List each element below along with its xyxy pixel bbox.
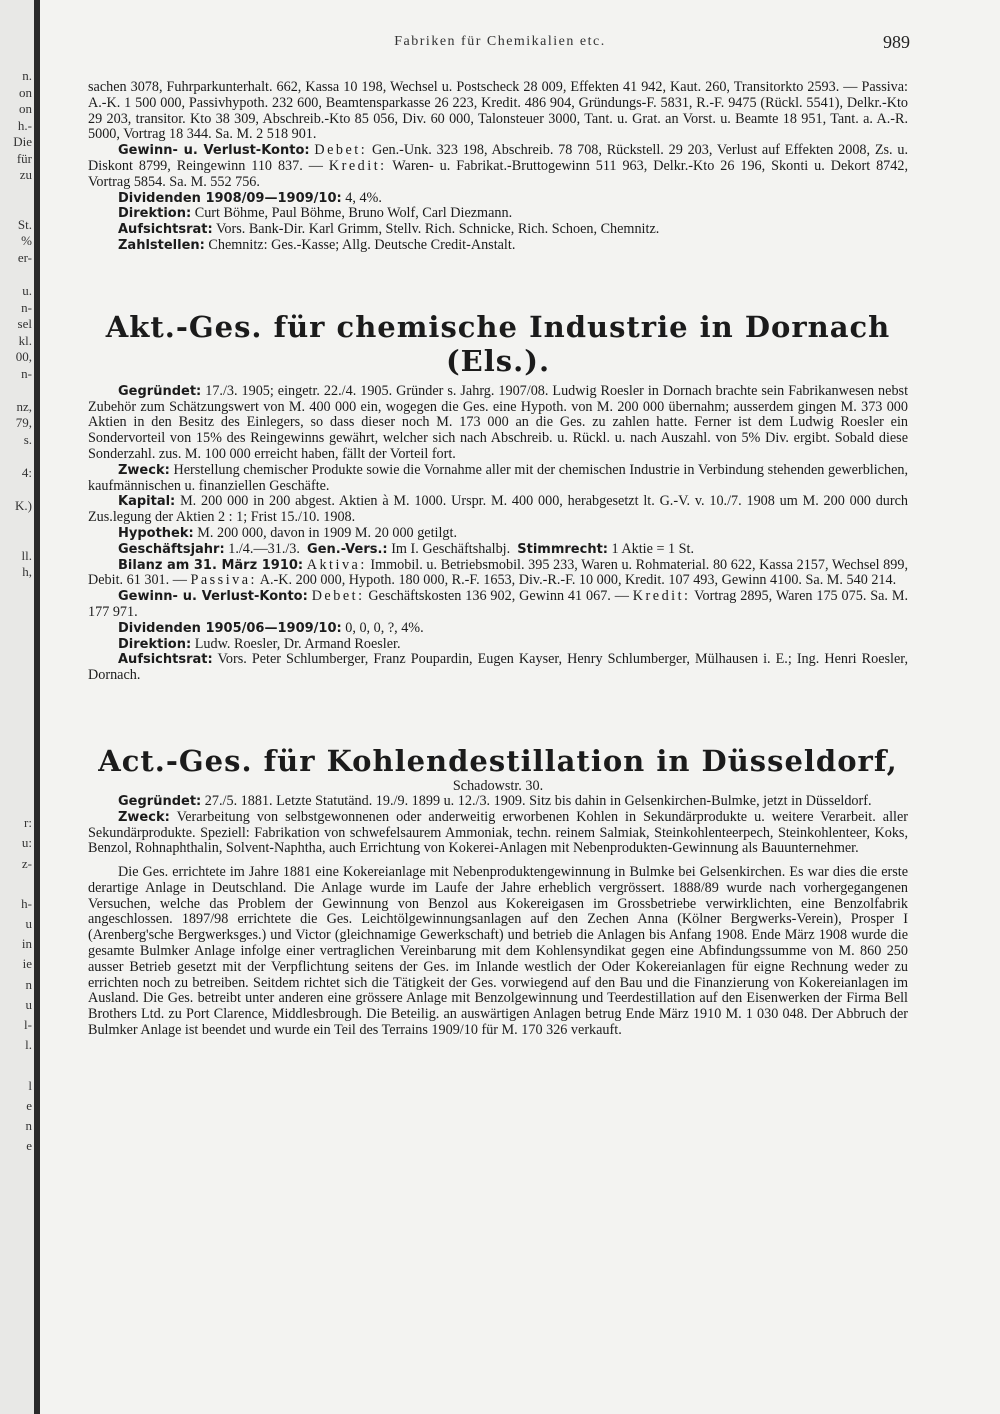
gutter-fragment: h, xyxy=(22,564,32,580)
debit-label: Debet: xyxy=(311,588,365,605)
gutter-fragment: on xyxy=(19,101,32,117)
label: Dividenden 1905/06—1909/10: xyxy=(118,620,342,636)
gutter-fragment: s. xyxy=(23,431,32,447)
text: 0, 0, 0, ?, 4%. xyxy=(345,619,424,636)
gutter-fragment: n xyxy=(25,976,32,992)
text: M. 200 000 in 200 abgest. Aktien à M. 1000. Urspr. M. 400 000, herabgesetzt lt. G.-V. v. 10./7. 1908 um M. 200 000 durch Zus.legung der Aktien 2 : 1; Frist 15./10. 1908. xyxy=(88,493,909,526)
purpose xyxy=(88,463,908,495)
text: 1./4.—31./3. xyxy=(228,540,300,557)
gutter-fragment: ll. xyxy=(21,547,32,563)
gutter-fragment: 79, xyxy=(15,415,32,431)
gutter-fragment: l xyxy=(28,1077,32,1093)
gutter-fragment: nz, xyxy=(16,398,32,414)
gutter-fragment: l- xyxy=(24,1017,32,1033)
company-history: Die Ges. errichtete im Jahre 1881 eine Kokereianlage mit Nebenproduktengewinnung in Bulmke bei Gelsenkirchen. Es war dies die erste derartige Anlage in Deutschland. Die Anlage wurde im Laufe der Jahre erheblich vergrössert. 1888/89 wurde nach vorhergegangenen Versuchen, welche das Problem der Gewinnung von Benzol aus Kokereigasen im Grossbetriebe verwirklichten, eine Benzolfabrik angeschlossen. 1897/98 errichtete die Ges. Leichtölgewinnungsanlagen auf den Zechen Anna (Kölner Bergwerks-Verein), Prosper I (Arenberg'sche Bergwerksges.) und Victor (gleichnamige Gewerkschaft) und betrieb die Anlagen bis Anfang 1908. Ende März 1908 wurde die gesamte Bulmker Anlage infolge einer vertraglichen Vereinbarung mit dem Kohlensyndikat gegen eine Abfindungssumme von M. 860 250 ausser Betrieb gesetzt mit der Verpflichtung seitens der Ges. im Inlande westlich der Oder Kokereianlagen für eigne Rechnung weder zu errichten noch zu betreiben. Seitdem richtet sich die Tätigkeit der Ges. vorwiegend auf den Bau und die Finanzierung von Kokereianlagen im Ausland. Die Ges. betreibt unter anderen eine grössere Anlage mit Benzolgewinnung und Teerdestillation auf den Eisenwerken der Firma Bell Brothers Ltd. zu Port Clarence, Middlesbrough. Die Beteilig. an auswärtigen Anlagen betrug Ende März 1910 M. 1 030 048. Der Abbruch der Bulmker Anlage ist beendet und wurde ein Teil des Terrains 1909/10 für M. 170 326 verkauft. xyxy=(88,864,908,1039)
credit-label: Kredit: xyxy=(328,157,387,174)
gutter-fragment: Die xyxy=(13,134,32,150)
label: Gegründet: xyxy=(118,383,202,399)
capital xyxy=(88,494,908,526)
text: M. 200 000, davon in 1909 M. 20 000 getilgt. xyxy=(197,524,457,541)
gutter-fragment: n. xyxy=(22,68,32,83)
text: 17./3. 1905; eingetr. 22./4. 1905. Gründer s. Jahrg. 1907/08. Ludwig Roesler in Dornach brachte sein Fabrikanwesen nebst Zubehör zum Schätzungswert von M. 400 000 ein, wogegen die Ges. eine Hypoth. von M. 200 000 übernahm; ausserdem gingen M. 373 000 Aktien in den Besitz des Einlegers, so dass dieser noch M. 173 000 an die Ges. zu zahlen hatte. Ferner ist dem Ludwig Roesler ein Sondervorteil von 15% des Reingewinns gewährt, welcher sich nach Abschreib. u. Rückl. u. nach Auszahl. von 5% Div. ergibt. Sobald diese Sonderzahl. zus. M. 100 000 erreicht haben, fällt der Vorteil fort. xyxy=(88,382,909,462)
text: Geschäftskosten 136 902, Gewinn 41 067. — xyxy=(368,588,629,605)
directors xyxy=(88,206,908,222)
text: Waren- u. Fabrikat.-Bruttogewinn 511 963, Delkr.-Kto 26 196, Skonti u. Dekort 8742, Vortrag 5854. Sa. M. 552 756. xyxy=(88,157,909,190)
gutter-fragment: ie xyxy=(22,956,32,972)
label: Zahlstellen: xyxy=(118,237,205,253)
text: Vors. Bank-Dir. Karl Grimm, Stellv. Rich. Schnicke, Rich. Schoen, Chemnitz. xyxy=(215,221,660,238)
text: Ludw. Roesler, Dr. Armand Roesler. xyxy=(194,635,401,652)
gutter-fragment: für xyxy=(16,150,32,166)
label: Direktion: xyxy=(118,636,192,652)
page-body xyxy=(88,80,908,1039)
gutter-fragment: z- xyxy=(21,855,32,871)
label: Aufsichtsrat: xyxy=(118,222,213,238)
text: Immobil. u. Betriebsmobil. 395 233, Waren u. Rohmaterial. 80 622, Kassa 2157, Wechsel 899, Debit. 61 301. — xyxy=(88,556,908,589)
founded xyxy=(88,384,908,463)
gutter-fragment: u. xyxy=(22,282,32,298)
gutter-fragment: K.) xyxy=(15,497,32,513)
binding-shadow xyxy=(34,0,40,1414)
label: Kapital: xyxy=(118,494,176,510)
gutter-fragment: e xyxy=(26,1138,32,1154)
supervisory-board xyxy=(88,222,908,238)
dividends xyxy=(88,621,908,637)
text: Herstellung chemischer Produkte sowie die Vornahme aller mit der chemischen Industrie in Verbindung stehenden gewerblichen, kaufmännischen u. finanziellen Geschäfte. xyxy=(88,461,909,494)
mortgage xyxy=(88,526,908,542)
liabilities-label: Passiva: xyxy=(190,572,257,589)
company-address: Schadowstr. 30. xyxy=(452,777,544,794)
label: Geschäftsjahr: xyxy=(118,541,225,557)
label: Gegründet: xyxy=(118,793,202,809)
gutter-fragment: h.- xyxy=(17,117,32,133)
label: Gewinn- u. Verlust-Konto: xyxy=(118,143,310,159)
purpose xyxy=(88,810,908,857)
page-number: 989 xyxy=(883,32,910,52)
page-header xyxy=(90,34,910,56)
gutter-fragment: u: xyxy=(21,835,32,851)
text: Im I. Geschäftshalbj. xyxy=(391,540,511,557)
gutter-fragment: zu xyxy=(19,167,32,183)
assets-label: Aktiva: xyxy=(306,556,367,573)
text: A.-K. 200 000, Hypoth. 180 000, R.-F. 1653, Div.-R.-F. 10 000, Kredit. 107 493, Gewinn 4100. Sa. M. 540 214. xyxy=(259,572,897,589)
gutter-fragment: on xyxy=(19,84,32,100)
label: Dividenden 1908/09—1909/10: xyxy=(118,190,342,206)
running-title: Fabriken für Chemikalien etc. xyxy=(394,34,606,49)
gutter-fragment: u xyxy=(25,996,32,1012)
text: Verarbeitung von selbstgewonnenen oder anderweitig erworbenen Kohlen in Sekundärprodukte u. weitere Verarbeit. aller Sekundärprodukte. Speziell: Fabrikation von schwefelsaurem Ammoniak, techn. reinem Salmiak, Steinkohlenteerpech, Steinkohlenteer, Koks, Benzol, Rohnaphthalin, Solvent-Naphtha, auch Errichtung von Kokerei-Anlagen mit Nebenprodukten-Gewinnung als Bauunternehmer. xyxy=(88,808,908,857)
gutter-fragment: 00, xyxy=(15,349,32,365)
label: Bilanz am 31. März 1910: xyxy=(118,557,304,573)
label: Hypothek: xyxy=(118,525,194,541)
label: Zweck: xyxy=(118,462,170,478)
text: Vors. Peter Schlumberger, Franz Poupardin, Eugen Kayser, Henry Schlumberger, Mülhausen i. E.; Ing. Henri Roesler, Dornach. xyxy=(88,651,908,684)
gutter-fragment: n- xyxy=(21,365,32,381)
gutter-fragment: h- xyxy=(21,895,32,911)
balance-sheet xyxy=(88,558,908,590)
label: Stimmrecht: xyxy=(517,541,608,557)
text: 27./5. 1881. Letzte Statutänd. 19./9. 1899 u. 12./3. 1909. Sitz bis dahin in Gelsenkirchen-Bulmke, jetzt in Düsseldorf. xyxy=(204,792,872,809)
company-heading-dornach: Akt.-Ges. für chemische Industrie in Dornach (Els.). xyxy=(105,309,891,378)
profit-loss-account xyxy=(88,143,908,190)
founded xyxy=(88,794,908,810)
text: 1 Aktie = 1 St. xyxy=(611,540,695,557)
gutter-fragment: sel xyxy=(17,316,32,332)
debit-label: Debet: xyxy=(314,142,368,159)
text: Curt Böhme, Paul Böhme, Bruno Wolf, Carl Diezmann. xyxy=(194,205,513,222)
gutter-fragment: 4: xyxy=(21,464,32,480)
label: Aufsichtsrat: xyxy=(118,652,213,668)
balance-continuation: sachen 3078, Fuhrparkunterhalt. 662, Kassa 10 198, Wechsel u. Postscheck 28 009, Effekten 41 942, Kaut. 260, Transitorkto 2593. — Passiva: A.-K. 1 500 000, Passivhypoth. 232 600, Beamtensparkasse 26 223, Kredit. 486 904, Gründungs-F. 5831, R.-F. 9475 (Rückl. 5541), Delkr.-Kto 29 203, transitor. Kto 38 309, Abschreib.-Kto 85 056, Div. 60 000, Talonsteuer 3000, Tant. u. Grat. an Vorst. u. Beamte 18 951, Tant. a. A.-R. 5000, Vortrag 18 344. Sa. M. 2 518 901. xyxy=(88,79,908,143)
paying-agents xyxy=(88,238,908,254)
gutter-fragment: n- xyxy=(21,299,32,315)
text: Gen.-Unk. 323 198, Abschreib. 78 708, Rückstell. 29 203, Verlust auf Effekten 2008, Zs. u. Diskont 8799, Reingewinn 110 837. — xyxy=(88,142,909,174)
credit-label: Kredit: xyxy=(632,588,691,605)
gutter-fragment: in xyxy=(21,936,32,952)
gutter-fragment: % xyxy=(21,233,32,249)
gutter-fragment: u xyxy=(25,916,32,932)
gutter-fragment: er- xyxy=(17,249,32,265)
gutter-fragment: St. xyxy=(17,216,32,232)
spacer xyxy=(88,254,908,310)
company-heading-duesseldorf: Act.-Ges. für Kohlendestillation in Düsseldorf, xyxy=(98,743,898,778)
text: 4, 4%. xyxy=(345,189,382,206)
gutter-fragment: r: xyxy=(24,815,32,831)
spacer xyxy=(88,684,908,744)
fiscal-year-meeting-voting xyxy=(88,542,908,558)
label: Direktion: xyxy=(118,206,192,222)
supervisory-board xyxy=(88,652,908,684)
text: Vortrag 2895, Waren 175 075. Sa. M. 177 971. xyxy=(88,588,909,620)
gutter-fragment: n xyxy=(25,1118,32,1134)
gutter-fragment: kl. xyxy=(18,332,32,348)
gutter-fragment: l. xyxy=(25,1037,32,1053)
directors xyxy=(88,637,908,653)
label: Gewinn- u. Verlust-Konto: xyxy=(118,589,308,605)
gutter-fragment: e xyxy=(26,1097,32,1113)
text: Chemnitz: Ges.-Kasse; Allg. Deutsche Credit-Anstalt. xyxy=(208,236,516,253)
dividends xyxy=(88,191,908,207)
label: Zweck: xyxy=(118,809,170,825)
adjacent-page-margin xyxy=(0,0,40,1414)
profit-loss-account xyxy=(88,589,908,621)
label: Gen.-Vers.: xyxy=(307,541,388,557)
